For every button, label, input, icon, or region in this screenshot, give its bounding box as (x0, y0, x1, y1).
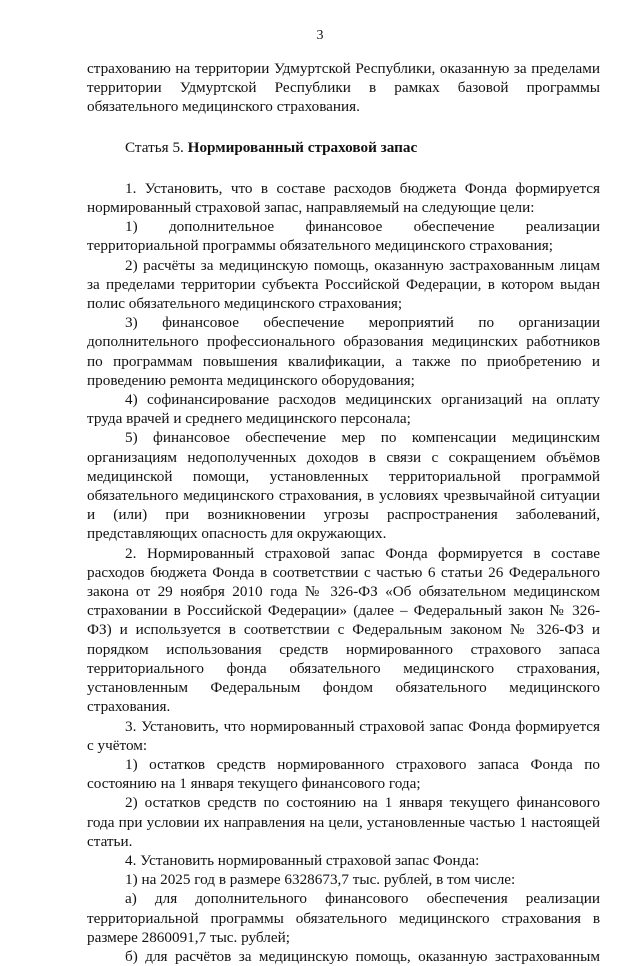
list-item-4-1: 1) на 2025 год в размере 6328673,7 тыс. рублей, в том числе: (125, 871, 516, 889)
list-item-3-1: 1) остатков средств нормированного страхового запаса Фонда по состоянию на 1 января текущего финансового года; (87, 755, 600, 793)
page-number: 3 (316, 28, 324, 43)
paragraph-part-3: 3. Установить, что нормированный страховой запас Фонда формируется с учётом: (87, 717, 600, 754)
article-heading (87, 138, 600, 157)
list-item-3-2: 2) остатков средств по состоянию на 1 января текущего финансового года при условии их направления на цели, установленные частью 1 настоящей статьи. (87, 794, 600, 850)
list-item-1-2: 2) расчёты за медицинскую помощь, оказанную застрахованным лицам за пределами территории субъекта Российской Федерации, в котором выдан полис обязательного медицинского страхования; (87, 256, 600, 313)
article-number: Статья 5. (125, 138, 184, 156)
list-item-1-1: 1) дополнительное финансовое обеспечение реализации территориальной программы обязательного медицинского страхования; (87, 218, 600, 255)
paragraph-part-1: 1. Установить, что в составе расходов бюджета Фонда формируется нормированный страховой запас, направляемый на следующие цели: (87, 179, 600, 217)
paragraph-part-2: 2. Нормированный страховой запас Фонда формируется в составе расходов бюджета Фонда в соответствии с частью 6 статьи 26 Федерального закона от 29 ноября 2010 года № 326-ФЗ «Об обязательном медицинском страховании в Российской Федерации» (далее – Федеральный закон № 326-ФЗ) и используется в соответствии с Федеральным законом № 326-ФЗ и порядком использования средств нормированного страхового запаса территориального фонда обязательного медицинского страхования, установленным Федеральным фондом обязательного медицинского страхования. (87, 544, 600, 716)
article-title: Нормированный страховой запас (187, 138, 418, 156)
list-item-1-5: 5) финансовое обеспечение мер по компенсации медицинским организациям недополученных доходов в связи с сокращением объёмов медицинской помощи, установленных территориальной программой обязательного медицинского страхования, в условиях чрезвычайной ситуации и (или) при возникновении угрозы распространения заболеваний, представляющих опасность для окружающих. (87, 429, 600, 543)
list-item-1-3: 3) финансовое обеспечение мероприятий по организации дополнительного профессионального образования медицинских работников по программам повышения квалификации, а также по приобретению и проведению ремонта медицинского оборудования; (87, 314, 600, 389)
paragraph-continuation: страхованию на территории Удмуртской Республики, оказанную за пределами территории Удмуртской Республики в рамках базовой программы обязательного медицинского страхования. (87, 60, 600, 116)
paragraph-part-4: 4. Установить нормированный страховой запас Фонда: (125, 851, 480, 869)
document-body (87, 59, 600, 966)
sub-item-a: а) для дополнительного финансового обеспечения реализации территориальной программы обязательного медицинского страхования в размере 2860091,7 тыс. рублей; (87, 890, 600, 946)
list-item-1-4: 4) софинансирование расходов медицинских организаций на оплату труда врачей и среднего медицинского персонала; (87, 391, 600, 428)
sub-item-b: б) для расчётов за медицинскую помощь, оказанную застрахованным (125, 947, 600, 965)
